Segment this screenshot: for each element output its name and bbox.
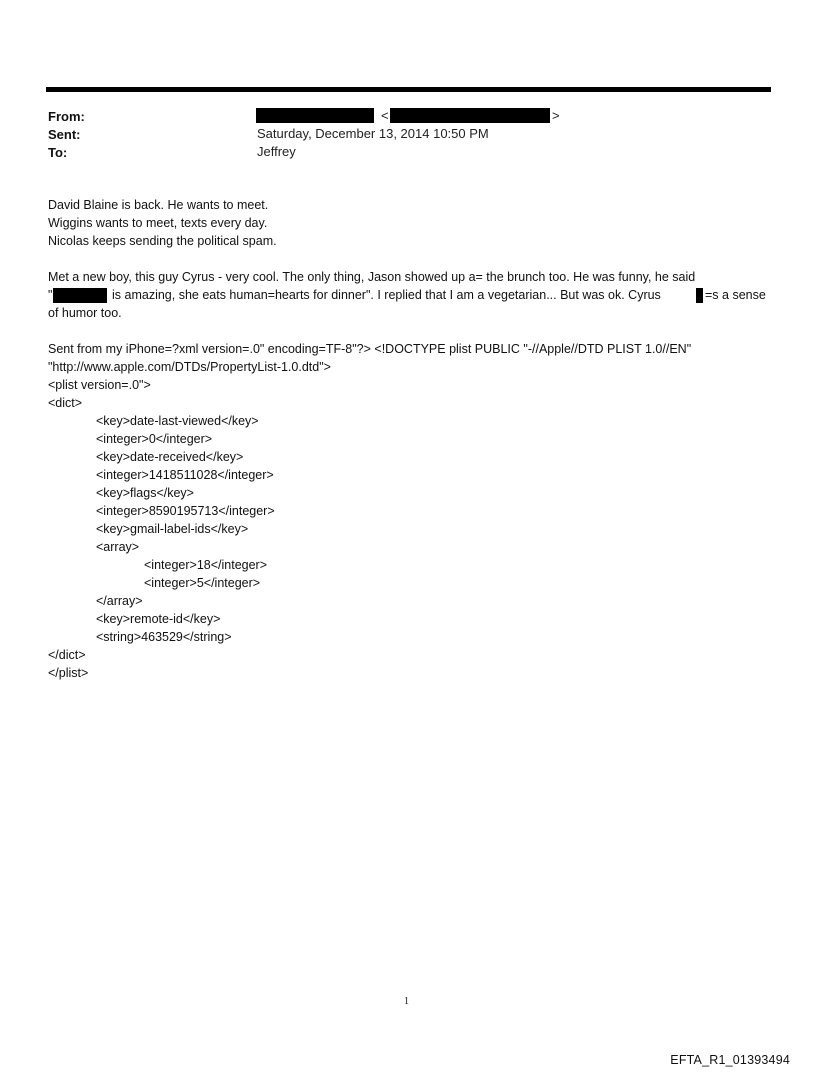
plist-line: <integer>8590195713</integer> bbox=[96, 504, 275, 518]
page-number: 1 bbox=[404, 996, 409, 1007]
body-line: of humor too. bbox=[48, 306, 122, 320]
redaction-sender-email bbox=[390, 108, 550, 123]
sent-label: Sent: bbox=[48, 127, 81, 142]
quote-mark: " bbox=[48, 288, 53, 302]
plist-line: <integer>5</integer> bbox=[144, 576, 261, 590]
to-label: To: bbox=[48, 145, 68, 160]
body-line: is amazing, she eats human=hearts for dinner". I replied that I am a vegetarian... But was ok. Cyrus bbox=[112, 288, 661, 302]
plist-line: <key>gmail-label-ids</key> bbox=[96, 522, 249, 536]
header-rule bbox=[46, 87, 771, 92]
body-line: Met a new boy, this guy Cyrus - very cool. The only thing, Jason showed up a= the brunch too. He was funny, he said bbox=[48, 270, 696, 284]
plist-line: <key>date-received</key> bbox=[96, 450, 244, 464]
redaction-char bbox=[696, 288, 703, 303]
from-bracket-open: < bbox=[381, 108, 389, 123]
plist-line: <integer>1418511028</integer> bbox=[96, 468, 274, 482]
bates-number: EFTA_R1_01393494 bbox=[670, 1053, 790, 1067]
to-value: Jeffrey bbox=[257, 144, 296, 159]
body-line: "http://www.apple.com/DTDs/PropertyList-1.0.dtd"> bbox=[48, 360, 331, 374]
redaction-sender-name bbox=[256, 108, 374, 123]
plist-line: <key>remote-id</key> bbox=[96, 612, 221, 626]
from-bracket-close: > bbox=[552, 108, 560, 123]
redaction-name bbox=[53, 288, 107, 303]
body-line: <dict> bbox=[48, 396, 83, 410]
plist-line: </array> bbox=[96, 594, 143, 608]
plist-line: <string>463529</string> bbox=[96, 630, 232, 644]
plist-line: <key>flags</key> bbox=[96, 486, 194, 500]
body-line: <plist version=.0"> bbox=[48, 378, 151, 392]
plist-line: <integer>0</integer> bbox=[96, 432, 213, 446]
body-line: Sent from my iPhone=?xml version=.0" encoding=TF-8"?> <!DOCTYPE plist PUBLIC "-//Apple//DTD PLIST 1.0//EN" bbox=[48, 342, 692, 356]
plist-line: <integer>18</integer> bbox=[144, 558, 268, 572]
body-line: David Blaine is back. He wants to meet. bbox=[48, 198, 269, 212]
sent-value: Saturday, December 13, 2014 10:50 PM bbox=[257, 126, 489, 141]
from-label: From: bbox=[48, 109, 85, 124]
body-line: Wiggins wants to meet, texts every day. bbox=[48, 216, 268, 230]
body-line: Nicolas keeps sending the political spam. bbox=[48, 234, 277, 248]
plist-line: </plist> bbox=[48, 666, 89, 680]
plist-line: </dict> bbox=[48, 648, 86, 662]
body-line: =s a sense bbox=[705, 288, 766, 302]
plist-line: <array> bbox=[96, 540, 140, 554]
plist-line: <key>date-last-viewed</key> bbox=[96, 414, 259, 428]
